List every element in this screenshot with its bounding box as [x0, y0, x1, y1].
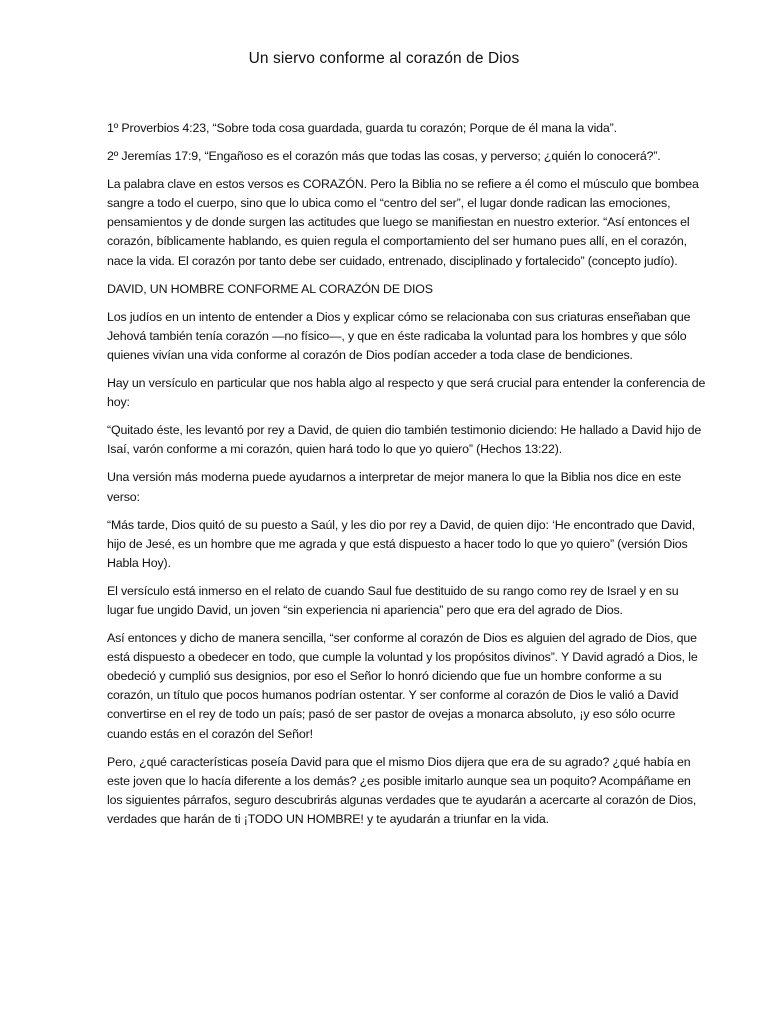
paragraph-caracteristicas: Pero, ¿qué características poseía David para que el mismo Dios dijera que era de su agrado? ¿qué había en este joven que lo hacía diferente a los demás? ¿es posible imitarlo aunque sea un poquito? Acompáñame en los siguientes párrafos, seguro descubrirás algunas verdades que te ayudarán a acercarte al corazón de Dios, verdades que harán de ti ¡TODO UN HOMBRE! y te ayudarán a triunfar en la vida. — [107, 754, 697, 826]
paragraph-relato-saul: El versículo está inmerso en el relato de cuando Saul fue destituido de su rango como rey de Israel y en su lugar fue ungido David, un joven “sin experiencia ni apariencia” pero que era del agrado de Dios. — [107, 583, 679, 617]
paragraph-version-moderna: Una versión más moderna puede ayudarnos a interpretar de mejor manera lo que la Biblia nos dice en este verso: — [107, 470, 682, 504]
verse-proverbios: 1º Proverbios 4:23, “Sobre toda cosa guardada, guarda tu corazón; Porque de él mana la vida”. — [107, 121, 617, 135]
verse-jeremias: 2º Jeremías 17:9, “Engañoso es el corazón más que todas las cosas, y perverso; ¿quién lo conocerá?”. — [107, 149, 661, 164]
paragraph-corazon: La palabra clave en estos versos es CORAZÓN. Pero la Biblia no se refiere a él como el músculo que bombea sangre a todo el cuerpo, sino que lo ubica como el “centro del ser”, el lugar donde radican las emociones, pensamientos y de donde surgen las actitudes que luego se manifiestan en nuestro exterior. “Así entonces el corazón, bíblicamente hablando, es quien regula el comportamiento del ser humano pues allí, en el corazón, nace la vida. El corazón por tanto debe ser cuidado, entrenado, disciplinado y fortalecido” (concepto judío). — [107, 177, 699, 268]
quote-hechos: “Quitado éste, les levantó por rey a David, de quien dio también testimonio diciendo: He hallado a David hijo de Isaí, varón conforme a mi corazón, quien hará todo lo que yo quiero” (Hechos 13:22). — [107, 423, 702, 457]
document-title: Un siervo conforme al corazón de Dios — [248, 50, 520, 67]
quote-dios-habla-hoy: “Más tarde, Dios quitó de su puesto a Saúl, y les dio por rey a David, de quien dijo: ‘He encontrado que David, hijo de Jesé, es un hombre que me agrada y que está dispuesto a hacer todo lo que yo quiero” (versión Dios Habla Hoy). — [107, 517, 696, 570]
paragraph-versiculo: Hay un versículo en particular que nos habla algo al respecto y que será crucial para entender la conferencia de hoy: — [107, 376, 706, 410]
paragraph-judios: Los judíos en un intento de entender a Dios y explicar cómo se relacionaba con sus criaturas enseñaban que Jehová también tenía corazón —no físico—, y que en éste radicaba la voluntad para los hombres y que sólo quienes vivían una vida conforme al corazón de Dios podían acceder a toda clase de bendiciones. — [107, 309, 691, 362]
paragraph-asi-entonces: Así entonces y dicho de manera sencilla, “ser conforme al corazón de Dios es alguien del agrado de Dios, que está dispuesto a obedecer en todo, que cumple la voluntad y los propósitos divinos”. Y David agradó a Dios, le obedeció y cumplió sus designios, por eso el Señor lo honró diciendo que fue un hombre conforme a su corazón, un título que pocos humanos podrían ostentar. Y ser conforme al corazón de Dios le valió a David convertirse en el rey de todo un país; pasó de ser pastor de ovejas a monarca absoluto, ¡y eso sólo ocurre cuando estás en el corazón del Señor! — [107, 631, 698, 741]
section-heading-david: DAVID, UN HOMBRE CONFORME AL CORAZÓN DE DIOS — [107, 281, 433, 296]
